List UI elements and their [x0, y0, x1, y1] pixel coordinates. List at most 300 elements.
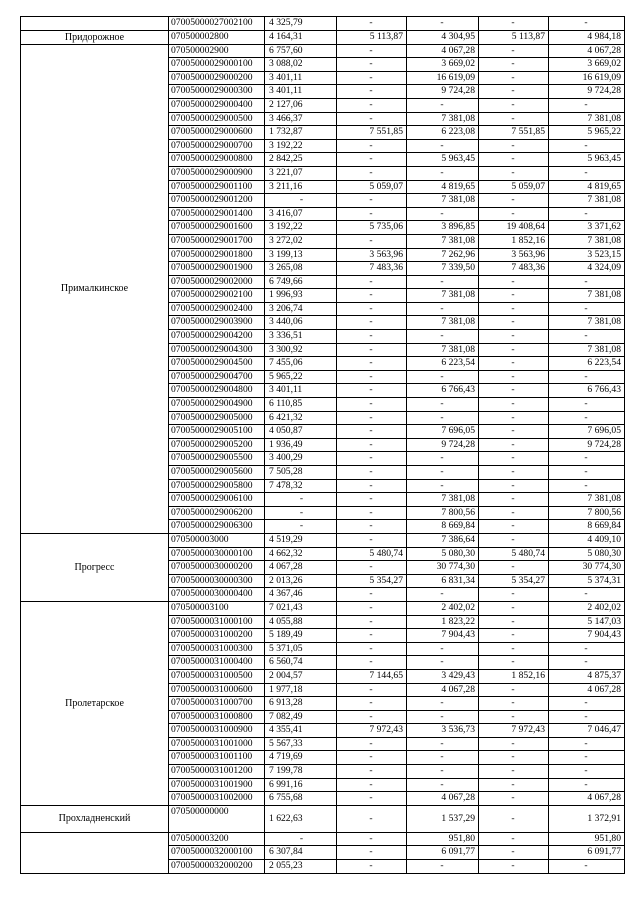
value-5-cell: 4 875,37 [549, 669, 625, 683]
value-1-cell: 2 055,23 [265, 860, 337, 874]
code-cell: 07005000029005100 [169, 425, 265, 439]
value-2-cell: 3 563,96 [337, 248, 407, 262]
value-5-cell: - [549, 642, 625, 656]
value-4-cell: - [479, 139, 549, 153]
value-4-cell: - [479, 357, 549, 371]
value-5-cell: 3 371,62 [549, 221, 625, 235]
value-4-cell: 5 059,07 [479, 180, 549, 194]
value-3-cell: - [407, 207, 479, 221]
code-cell: 07005000031000500 [169, 669, 265, 683]
code-cell: 07005000029006300 [169, 520, 265, 534]
value-2-cell: - [337, 561, 407, 575]
value-2-cell: - [337, 275, 407, 289]
value-2-cell: 7 551,85 [337, 126, 407, 140]
value-2-cell: - [337, 17, 407, 31]
code-cell: 07005000029001600 [169, 221, 265, 235]
value-5-cell: 9 724,28 [549, 438, 625, 452]
code-cell: 07005000030000200 [169, 561, 265, 575]
value-3-cell: - [407, 452, 479, 466]
value-3-cell: 1 537,29 [407, 805, 479, 832]
code-cell: 07005000029004800 [169, 384, 265, 398]
code-cell: 07005000029000900 [169, 166, 265, 180]
code-cell: 07005000031001900 [169, 778, 265, 792]
value-5-cell: - [549, 452, 625, 466]
value-4-cell: - [479, 805, 549, 832]
value-2-cell: - [337, 71, 407, 85]
value-5-cell: 16 619,09 [549, 71, 625, 85]
value-2-cell: - [337, 343, 407, 357]
code-cell: 07005000029005600 [169, 466, 265, 480]
value-5-cell: - [549, 697, 625, 711]
value-1-cell: 6 749,66 [265, 275, 337, 289]
value-3-cell: - [407, 411, 479, 425]
value-2-cell: - [337, 710, 407, 724]
value-3-cell: 1 823,22 [407, 615, 479, 629]
code-cell: 07005000029006200 [169, 506, 265, 520]
value-2-cell: - [337, 642, 407, 656]
value-4-cell: 1 852,16 [479, 669, 549, 683]
settlement-name-cell: Прохладненский [21, 805, 169, 832]
value-2-cell: - [337, 737, 407, 751]
code-cell: 07005000031001200 [169, 765, 265, 779]
value-3-cell: 16 619,09 [407, 71, 479, 85]
value-3-cell: 4 067,28 [407, 44, 479, 58]
value-3-cell: - [407, 466, 479, 480]
value-1-cell: 5 189,49 [265, 629, 337, 643]
value-1-cell: - [265, 832, 337, 846]
value-5-cell: - [549, 588, 625, 602]
value-5-cell: - [549, 98, 625, 112]
value-3-cell: 9 724,28 [407, 438, 479, 452]
value-3-cell: 7 381,08 [407, 194, 479, 208]
value-5-cell: 4 067,28 [549, 683, 625, 697]
value-3-cell: - [407, 642, 479, 656]
value-2-cell: - [337, 751, 407, 765]
value-2-cell: - [337, 370, 407, 384]
value-1-cell: 7 082,49 [265, 710, 337, 724]
value-1-cell: 5 567,33 [265, 737, 337, 751]
value-4-cell: 7 483,36 [479, 262, 549, 276]
value-4-cell: - [479, 520, 549, 534]
value-3-cell: 3 669,02 [407, 58, 479, 72]
value-2-cell: - [337, 98, 407, 112]
code-cell: 070500003200 [169, 832, 265, 846]
code-cell: 070500002800 [169, 30, 265, 44]
value-1-cell: 2 004,57 [265, 669, 337, 683]
value-2-cell: - [337, 357, 407, 371]
value-1-cell: 3 336,51 [265, 330, 337, 344]
value-1-cell: 7 478,32 [265, 479, 337, 493]
code-cell: 07005000029000300 [169, 85, 265, 99]
value-3-cell: 7 904,43 [407, 629, 479, 643]
value-3-cell: - [407, 656, 479, 670]
value-5-cell: - [549, 479, 625, 493]
value-5-cell: - [549, 207, 625, 221]
value-3-cell: 7 381,08 [407, 112, 479, 126]
value-5-cell: 7 046,47 [549, 724, 625, 738]
value-1-cell: 3 401,11 [265, 384, 337, 398]
value-2-cell: 5 480,74 [337, 547, 407, 561]
value-2-cell: 5 059,07 [337, 180, 407, 194]
value-4-cell: - [479, 778, 549, 792]
value-3-cell: 4 819,65 [407, 180, 479, 194]
value-1-cell: 3 206,74 [265, 302, 337, 316]
value-3-cell: - [407, 166, 479, 180]
value-2-cell: - [337, 533, 407, 547]
code-cell: 07005000031000400 [169, 656, 265, 670]
value-5-cell: 4 324,09 [549, 262, 625, 276]
code-cell: 07005000029000100 [169, 58, 265, 72]
value-4-cell: - [479, 466, 549, 480]
value-1-cell: 2 013,26 [265, 574, 337, 588]
value-2-cell: - [337, 411, 407, 425]
value-3-cell: 4 067,28 [407, 792, 479, 806]
value-5-cell: 8 669,84 [549, 520, 625, 534]
code-cell: 070500003000 [169, 533, 265, 547]
value-4-cell: - [479, 697, 549, 711]
value-5-cell: - [549, 330, 625, 344]
value-5-cell: 951,80 [549, 832, 625, 846]
value-1-cell: 3 192,22 [265, 139, 337, 153]
value-5-cell: - [549, 656, 625, 670]
value-4-cell: - [479, 493, 549, 507]
value-4-cell: 5 354,27 [479, 574, 549, 588]
value-1-cell: 6 421,32 [265, 411, 337, 425]
value-1-cell: 4 067,28 [265, 561, 337, 575]
value-4-cell: - [479, 316, 549, 330]
value-3-cell: 8 669,84 [407, 520, 479, 534]
value-5-cell: 7 381,08 [549, 234, 625, 248]
value-1-cell: 3 401,11 [265, 71, 337, 85]
value-2-cell: - [337, 58, 407, 72]
value-2-cell: - [337, 629, 407, 643]
value-2-cell: - [337, 289, 407, 303]
value-1-cell: 5 965,22 [265, 370, 337, 384]
value-3-cell: 5 963,45 [407, 153, 479, 167]
value-2-cell: 5 354,27 [337, 574, 407, 588]
value-5-cell: 30 774,30 [549, 561, 625, 575]
value-1-cell: 3 211,16 [265, 180, 337, 194]
value-4-cell: - [479, 411, 549, 425]
value-1-cell: 6 755,68 [265, 792, 337, 806]
value-5-cell: 6 091,77 [549, 846, 625, 860]
value-2-cell: 7 972,43 [337, 724, 407, 738]
value-4-cell: - [479, 17, 549, 31]
value-1-cell: 2 127,06 [265, 98, 337, 112]
value-3-cell: - [407, 302, 479, 316]
value-2-cell: - [337, 656, 407, 670]
value-3-cell: - [407, 98, 479, 112]
value-4-cell: 1 852,16 [479, 234, 549, 248]
tariff-table-page [20, 16, 624, 874]
value-5-cell: - [549, 737, 625, 751]
value-5-cell: 7 800,56 [549, 506, 625, 520]
code-cell: 07005000029006100 [169, 493, 265, 507]
value-4-cell: - [479, 302, 549, 316]
value-1-cell: 3 466,37 [265, 112, 337, 126]
value-4-cell: - [479, 846, 549, 860]
value-2-cell: - [337, 398, 407, 412]
value-5-cell: - [549, 302, 625, 316]
value-5-cell: - [549, 275, 625, 289]
value-5-cell: 4 067,28 [549, 792, 625, 806]
value-5-cell: 4 067,28 [549, 44, 625, 58]
value-4-cell: - [479, 166, 549, 180]
value-5-cell: - [549, 139, 625, 153]
value-5-cell: - [549, 710, 625, 724]
value-2-cell: - [337, 792, 407, 806]
value-4-cell: - [479, 44, 549, 58]
value-2-cell: - [337, 85, 407, 99]
code-cell: 07005000029004500 [169, 357, 265, 371]
value-1-cell: 6 110,85 [265, 398, 337, 412]
value-1-cell: 3 440,06 [265, 316, 337, 330]
value-1-cell: 3 199,13 [265, 248, 337, 262]
table-row [21, 44, 625, 58]
value-1-cell: 6 560,74 [265, 656, 337, 670]
value-4-cell: - [479, 832, 549, 846]
value-3-cell: 5 080,30 [407, 547, 479, 561]
value-5-cell: 7 381,08 [549, 343, 625, 357]
value-3-cell: 7 381,08 [407, 234, 479, 248]
value-1-cell: 6 991,16 [265, 778, 337, 792]
value-1-cell: 5 371,05 [265, 642, 337, 656]
value-2-cell: - [337, 697, 407, 711]
value-1-cell: 3 088,02 [265, 58, 337, 72]
value-3-cell: - [407, 765, 479, 779]
value-4-cell: - [479, 289, 549, 303]
value-2-cell: - [337, 153, 407, 167]
code-cell: 07005000031000700 [169, 697, 265, 711]
value-4-cell: - [479, 58, 549, 72]
value-2-cell: - [337, 466, 407, 480]
value-1-cell: 7 021,43 [265, 601, 337, 615]
code-cell: 07005000029005500 [169, 452, 265, 466]
value-1-cell: 7 455,06 [265, 357, 337, 371]
code-cell: 07005000031002000 [169, 792, 265, 806]
code-cell: 07005000029001700 [169, 234, 265, 248]
value-2-cell: - [337, 207, 407, 221]
value-4-cell: - [479, 683, 549, 697]
value-2-cell: - [337, 520, 407, 534]
value-1-cell: 3 416,07 [265, 207, 337, 221]
value-1-cell: - [265, 194, 337, 208]
value-5-cell: 7 696,05 [549, 425, 625, 439]
value-4-cell: - [479, 629, 549, 643]
value-2-cell: - [337, 846, 407, 860]
value-5-cell: 5 963,45 [549, 153, 625, 167]
value-4-cell: - [479, 425, 549, 439]
code-cell: 07005000031001000 [169, 737, 265, 751]
value-1-cell: 6 307,84 [265, 846, 337, 860]
value-4-cell: - [479, 275, 549, 289]
value-3-cell: 9 724,28 [407, 85, 479, 99]
value-2-cell: - [337, 588, 407, 602]
value-4-cell: - [479, 98, 549, 112]
value-1-cell: 4 055,88 [265, 615, 337, 629]
value-1-cell: 4 355,41 [265, 724, 337, 738]
code-cell: 07005000029000800 [169, 153, 265, 167]
value-1-cell: 4 164,31 [265, 30, 337, 44]
value-2-cell: - [337, 765, 407, 779]
value-5-cell: 1 372,91 [549, 805, 625, 832]
value-4-cell: - [479, 370, 549, 384]
value-3-cell: 7 381,08 [407, 289, 479, 303]
value-3-cell: 951,80 [407, 832, 479, 846]
value-4-cell: 5 480,74 [479, 547, 549, 561]
value-1-cell: - [265, 520, 337, 534]
value-1-cell: 3 300,92 [265, 343, 337, 357]
value-2-cell: - [337, 615, 407, 629]
value-2-cell: - [337, 438, 407, 452]
code-cell: 070500000000 [169, 805, 265, 832]
value-3-cell: - [407, 588, 479, 602]
value-5-cell: 6 766,43 [549, 384, 625, 398]
value-1-cell: 4 519,29 [265, 533, 337, 547]
value-1-cell: - [265, 493, 337, 507]
value-5-cell: 7 381,08 [549, 289, 625, 303]
value-2-cell: - [337, 506, 407, 520]
value-3-cell: - [407, 697, 479, 711]
code-cell: 07005000029000400 [169, 98, 265, 112]
code-cell: 07005000029005200 [169, 438, 265, 452]
value-2-cell: - [337, 166, 407, 180]
value-2-cell: - [337, 384, 407, 398]
value-1-cell: 7 505,28 [265, 466, 337, 480]
value-3-cell: 7 339,50 [407, 262, 479, 276]
code-cell: 07005000031000900 [169, 724, 265, 738]
value-5-cell: - [549, 466, 625, 480]
settlement-name-cell: Пролетарское [21, 601, 169, 805]
code-cell: 07005000029003900 [169, 316, 265, 330]
value-2-cell: 5 113,87 [337, 30, 407, 44]
value-2-cell: 7 144,65 [337, 669, 407, 683]
value-5-cell: 7 381,08 [549, 316, 625, 330]
settlement-name-cell: Прогресс [21, 533, 169, 601]
value-1-cell: 1 732,87 [265, 126, 337, 140]
value-5-cell: 9 724,28 [549, 85, 625, 99]
value-4-cell: - [479, 71, 549, 85]
value-2-cell: - [337, 44, 407, 58]
value-1-cell: 4 325,79 [265, 17, 337, 31]
value-2-cell: - [337, 316, 407, 330]
value-1-cell: 6 913,28 [265, 697, 337, 711]
value-4-cell: - [479, 561, 549, 575]
code-cell: 07005000029001100 [169, 180, 265, 194]
code-cell: 070500002900 [169, 44, 265, 58]
code-cell: 07005000029001800 [169, 248, 265, 262]
code-cell: 07005000029005000 [169, 411, 265, 425]
value-4-cell: 7 972,43 [479, 724, 549, 738]
code-cell: 07005000029004900 [169, 398, 265, 412]
settlement-name-cell [21, 17, 169, 31]
code-cell: 07005000031000800 [169, 710, 265, 724]
value-3-cell: - [407, 778, 479, 792]
value-3-cell: 7 386,64 [407, 533, 479, 547]
value-3-cell: 2 402,02 [407, 601, 479, 615]
value-4-cell: - [479, 438, 549, 452]
value-1-cell: 4 662,32 [265, 547, 337, 561]
value-5-cell: 6 223,54 [549, 357, 625, 371]
value-3-cell: - [407, 860, 479, 874]
value-4-cell: - [479, 765, 549, 779]
value-1-cell: 3 400,29 [265, 452, 337, 466]
value-3-cell: 4 067,28 [407, 683, 479, 697]
value-4-cell: - [479, 343, 549, 357]
value-3-cell: - [407, 139, 479, 153]
code-cell: 07005000030000400 [169, 588, 265, 602]
value-3-cell: 7 262,96 [407, 248, 479, 262]
value-3-cell: - [407, 330, 479, 344]
value-4-cell: - [479, 601, 549, 615]
code-cell: 07005000027002100 [169, 17, 265, 31]
value-1-cell: - [265, 506, 337, 520]
code-cell: 07005000029000700 [169, 139, 265, 153]
code-cell: 07005000029000500 [169, 112, 265, 126]
value-2-cell: - [337, 683, 407, 697]
value-5-cell: 2 402,02 [549, 601, 625, 615]
value-2-cell: - [337, 860, 407, 874]
table-row [21, 832, 625, 846]
table-row [21, 533, 625, 547]
table-body [21, 17, 625, 874]
value-5-cell: - [549, 751, 625, 765]
value-1-cell: 4 050,87 [265, 425, 337, 439]
settlement-name-cell: Придорожное [21, 30, 169, 44]
value-4-cell: - [479, 588, 549, 602]
value-1-cell: 7 199,78 [265, 765, 337, 779]
value-3-cell: 7 696,05 [407, 425, 479, 439]
value-4-cell: 5 113,87 [479, 30, 549, 44]
value-3-cell: 6 223,54 [407, 357, 479, 371]
value-2-cell: - [337, 493, 407, 507]
value-5-cell: 4 819,65 [549, 180, 625, 194]
value-1-cell: 3 192,22 [265, 221, 337, 235]
code-cell: 07005000031000600 [169, 683, 265, 697]
value-2-cell: - [337, 805, 407, 832]
code-cell: 07005000031001100 [169, 751, 265, 765]
value-5-cell: 5 965,22 [549, 126, 625, 140]
value-4-cell: - [479, 792, 549, 806]
settlement-name-cell [21, 832, 169, 873]
code-cell: 07005000029005800 [169, 479, 265, 493]
table-row [21, 601, 625, 615]
code-cell: 07005000032000200 [169, 860, 265, 874]
value-2-cell: 7 483,36 [337, 262, 407, 276]
value-1-cell: 3 272,02 [265, 234, 337, 248]
value-5-cell: 4 984,18 [549, 30, 625, 44]
value-1-cell: 2 842,25 [265, 153, 337, 167]
code-cell: 07005000030000300 [169, 574, 265, 588]
code-cell: 07005000029001200 [169, 194, 265, 208]
value-3-cell: 3 429,43 [407, 669, 479, 683]
value-4-cell: - [479, 153, 549, 167]
value-3-cell: 6 831,34 [407, 574, 479, 588]
code-cell: 07005000030000100 [169, 547, 265, 561]
value-5-cell: 4 409,10 [549, 533, 625, 547]
value-3-cell: - [407, 398, 479, 412]
value-2-cell: - [337, 234, 407, 248]
value-3-cell: 6 766,43 [407, 384, 479, 398]
value-5-cell: 7 381,08 [549, 112, 625, 126]
value-4-cell: - [479, 479, 549, 493]
tariff-table [20, 16, 625, 874]
value-5-cell: - [549, 370, 625, 384]
value-3-cell: - [407, 17, 479, 31]
value-3-cell: - [407, 370, 479, 384]
table-row [21, 30, 625, 44]
value-3-cell: 7 381,08 [407, 343, 479, 357]
